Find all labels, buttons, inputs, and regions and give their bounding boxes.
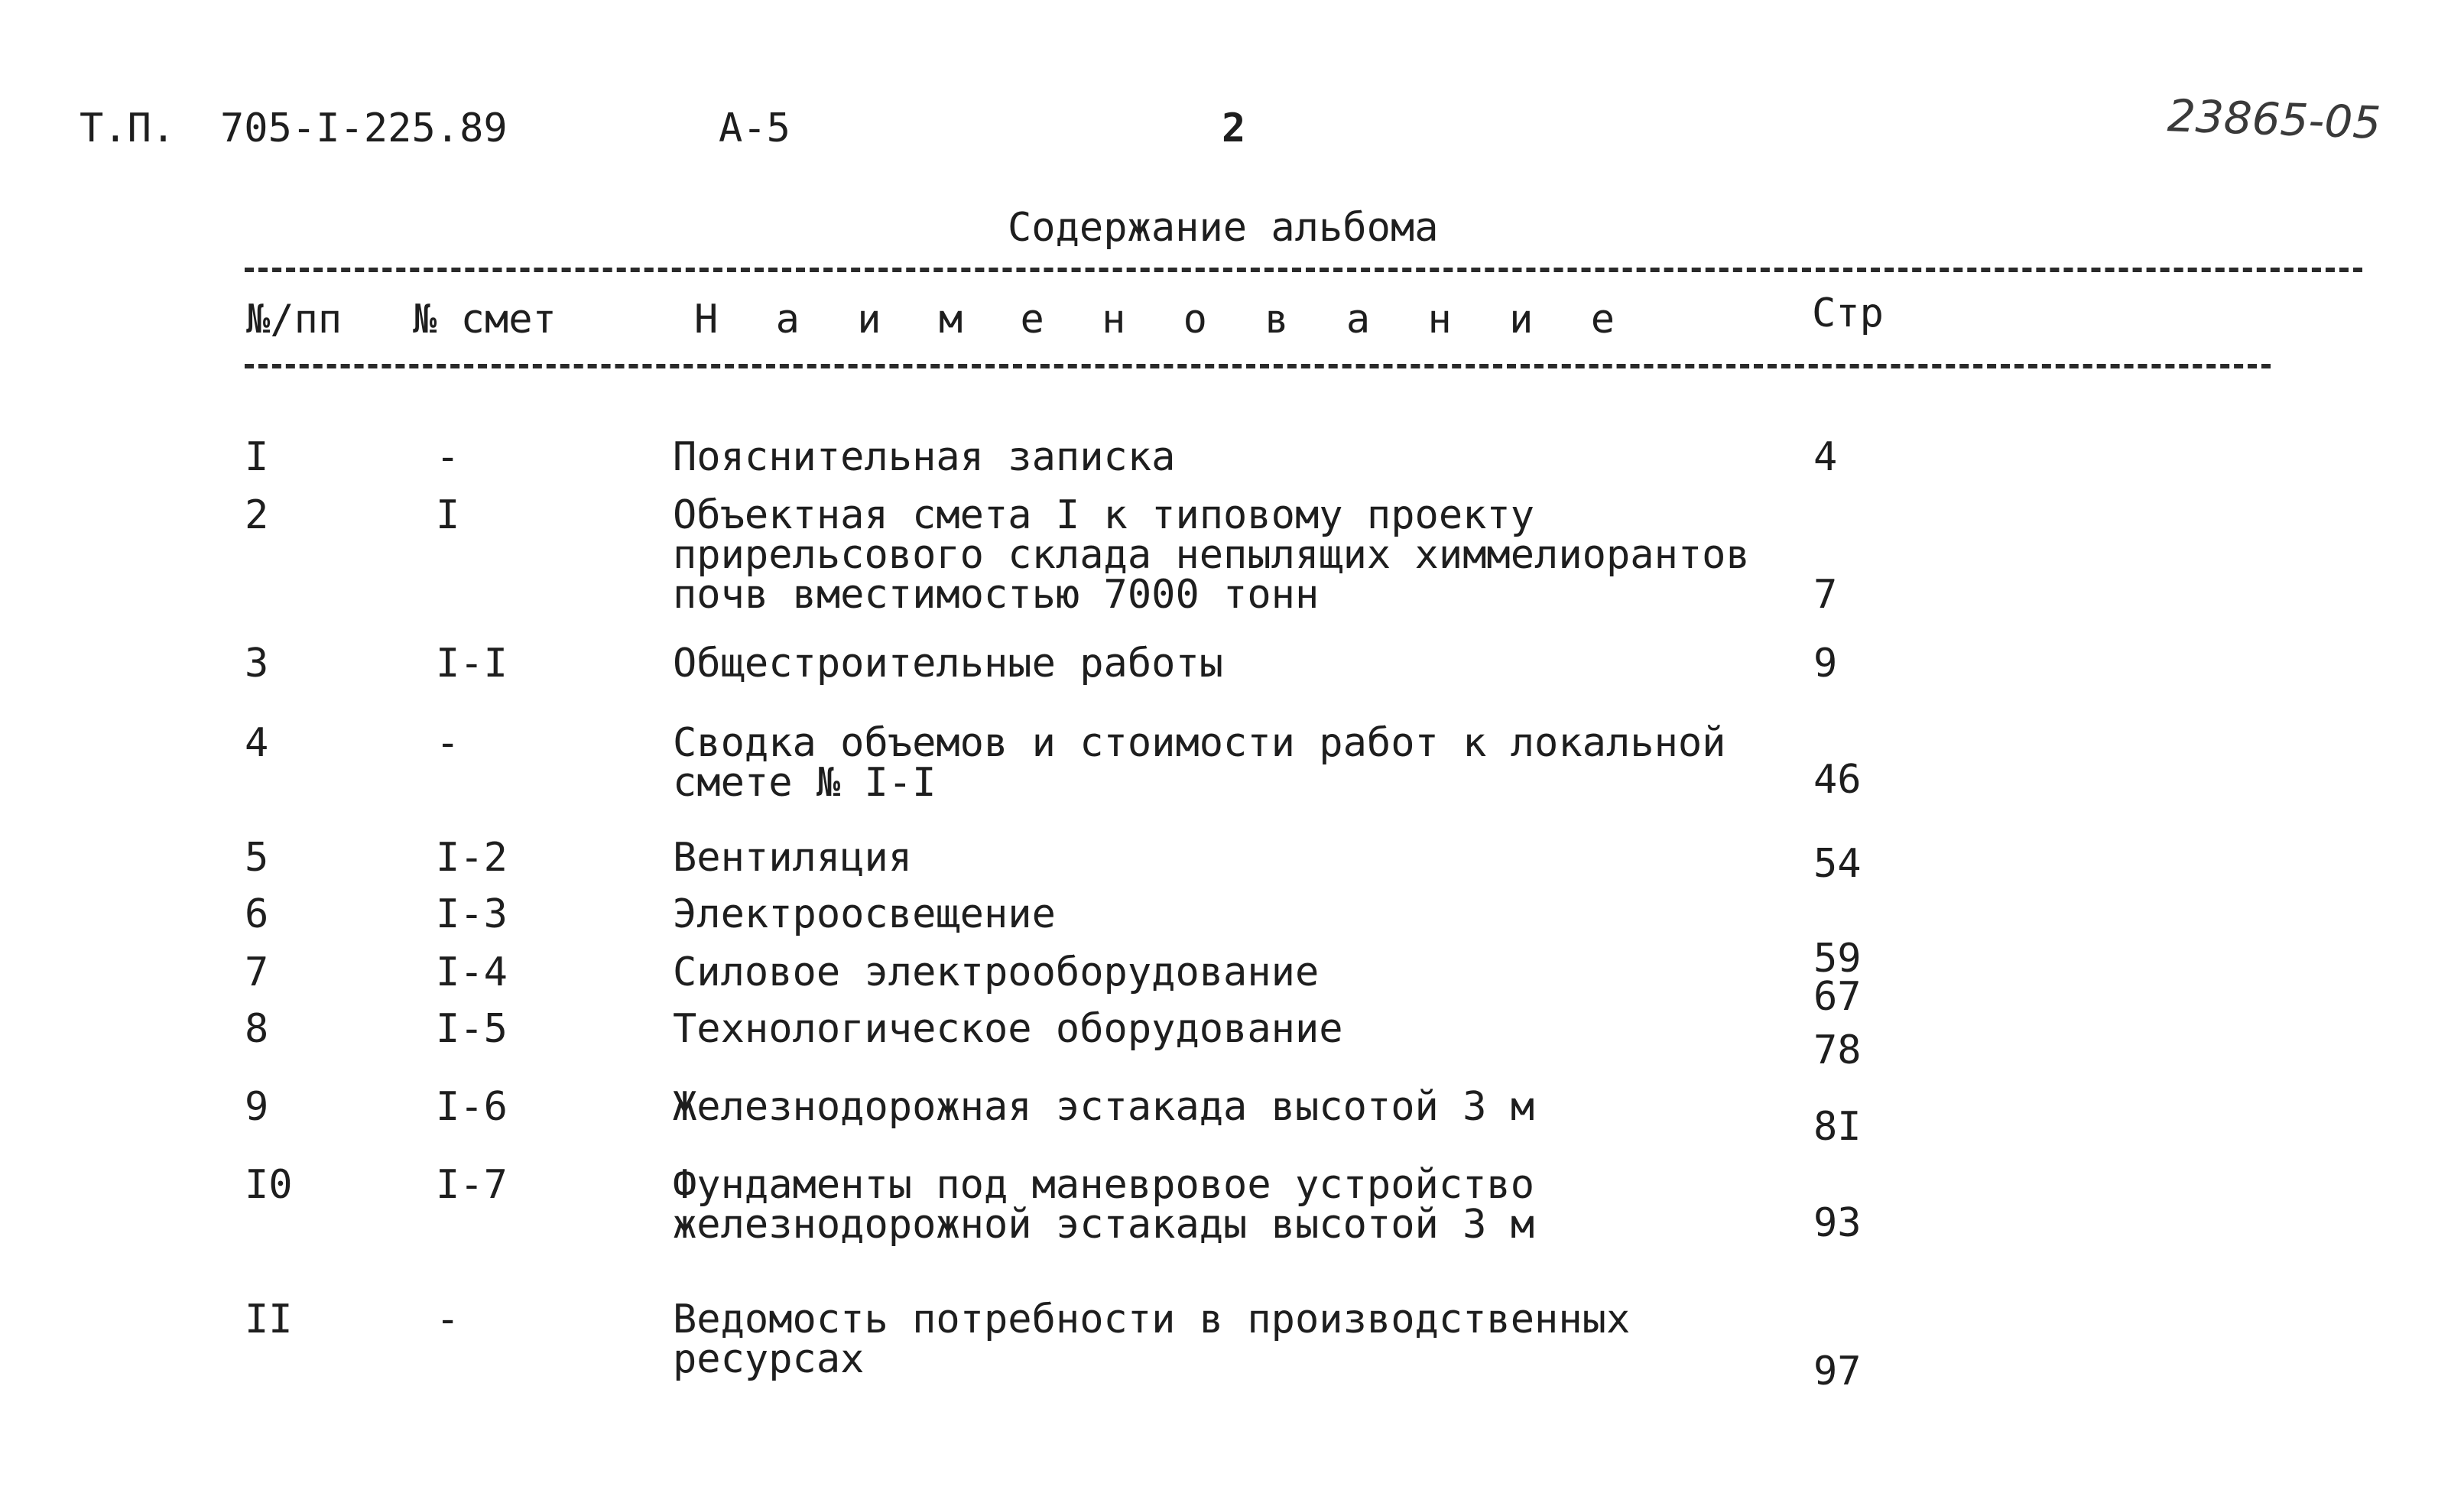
row-name-line: почв вместимостью 7000 тонн (673, 572, 1320, 618)
row-estimate-number: I-2 (436, 835, 508, 881)
row-name-line: Пояснительная записка (673, 434, 1176, 480)
column-header-page: Стр (1812, 290, 1884, 336)
row-name-line: Вентиляция (673, 835, 913, 881)
row-name-line: Железнодорожная эстакада высотой 3 м (673, 1084, 1535, 1130)
row-estimate-number: I-6 (436, 1084, 508, 1130)
row-page-number: 8I (1813, 1104, 1862, 1150)
row-name-line: Силовое электрооборудование (673, 949, 1320, 995)
row-name-line: Ведомость потребности в производственных (673, 1297, 1631, 1342)
handwritten-stamp-number: 23865-05 (2166, 89, 2382, 149)
row-number: 3 (245, 641, 269, 686)
row-estimate-number: I-7 (436, 1162, 508, 1208)
row-page-number: 4 (1813, 434, 1838, 480)
row-estimate-number: - (436, 1297, 460, 1342)
row-estimate-number: - (436, 434, 460, 480)
dashed-rule-top (245, 268, 2362, 272)
header-page-number: 2 (1222, 105, 1246, 151)
row-estimate-number: I (436, 492, 460, 538)
row-page-number: 9 (1813, 641, 1838, 686)
row-number: 2 (245, 492, 269, 538)
dashed-rule-header (245, 364, 2271, 368)
row-name-line: Фундаменты под маневровое устройство (673, 1162, 1535, 1208)
row-number: 9 (245, 1084, 269, 1130)
row-name-line: прирельсового склада непылящих химмелиорантов (673, 532, 1750, 578)
document-title: Содержание альбома (1008, 205, 1439, 251)
header-album: А-5 (719, 105, 790, 151)
column-header-num: №/пп (246, 297, 342, 342)
row-page-number: 54 (1813, 841, 1862, 887)
row-estimate-number: I-4 (436, 949, 508, 995)
row-estimate-number: I-I (436, 641, 508, 686)
row-number: I0 (245, 1162, 293, 1208)
row-number: 8 (245, 1006, 269, 1052)
row-name-line: Сводка объемов и стоимости работ к локальной (673, 720, 1726, 766)
row-name-line: Объектная смета I к типовому проекту (673, 492, 1535, 538)
row-page-number: 46 (1813, 757, 1862, 803)
row-estimate-number: - (436, 720, 460, 766)
row-number: II (245, 1297, 293, 1342)
row-page-number: 59 (1813, 936, 1862, 982)
row-name-line: ресурсах (673, 1336, 865, 1382)
row-name-line: Электроосвещение (673, 891, 1056, 937)
row-page-number: 67 (1813, 974, 1862, 1020)
header-code: 705-I-225.89 (220, 105, 508, 151)
row-number: 7 (245, 949, 269, 995)
row-number: 5 (245, 835, 269, 881)
row-estimate-number: I-5 (436, 1006, 508, 1052)
header-series: Т.П. (80, 105, 176, 151)
column-header-estimate: № смет (413, 297, 557, 342)
column-header-name: Н а и м е н о в а н и е (694, 297, 1632, 342)
row-name-line: Технологическое оборудование (673, 1006, 1343, 1052)
row-page-number: 7 (1813, 572, 1838, 618)
row-name-line: смете № I-I (673, 760, 937, 806)
row-number: I (245, 434, 269, 480)
row-page-number: 97 (1813, 1349, 1862, 1394)
row-page-number: 93 (1813, 1200, 1862, 1246)
row-name-line: железнодорожной эстакады высотой 3 м (673, 1202, 1535, 1248)
row-number: 6 (245, 891, 269, 937)
row-name-line: Общестроительные работы (673, 641, 1224, 686)
row-page-number: 78 (1813, 1027, 1862, 1073)
row-estimate-number: I-3 (436, 891, 508, 937)
row-number: 4 (245, 720, 269, 766)
